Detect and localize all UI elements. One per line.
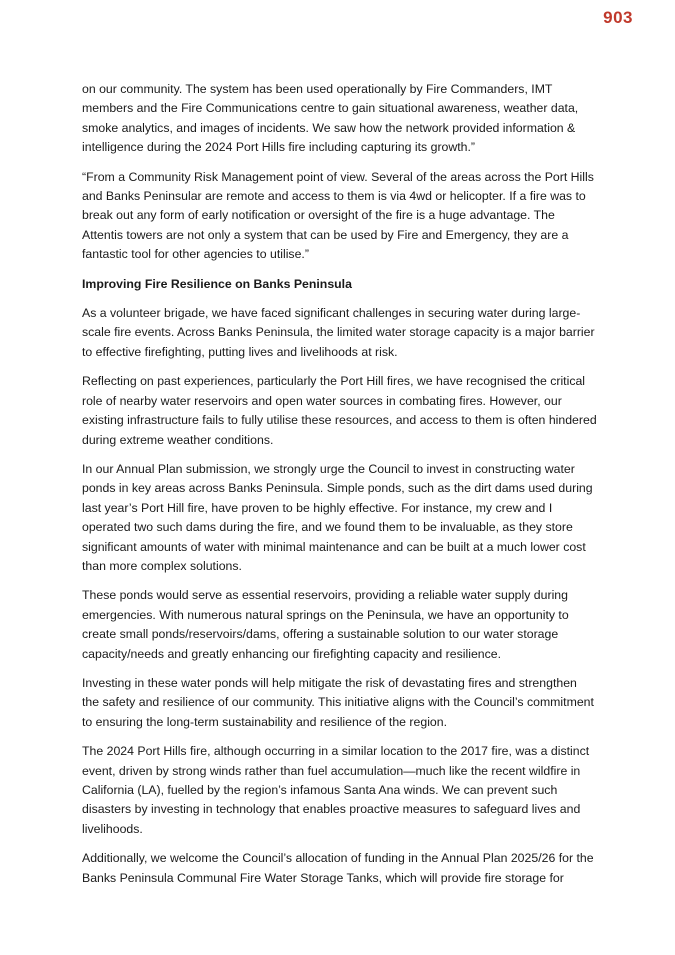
paragraph: The 2024 Port Hills fire, although occurring in a similar location to the 2017 fire, was a distinct event, driven by strong winds rather than fuel accumulation—much like the recent wildfire in California (LA), fuelled by the region’s infamous Santa Ana winds. We can prevent such disasters by investing in technology that enables proactive measures to safeguard lives and livelihoods.: [82, 744, 590, 836]
paragraph: In our Annual Plan submission, we strongly urge the Council to invest in constructing water ponds in key areas across Banks Peninsula. Simple ponds, such as the dirt dams used during last year’s Port Hill fire, have proven to be highly effective. For instance, my crew and I operated two such dams during the fire, and we found them to be invaluable, as they store significant amounts of water with minimal maintenance and can be built at a much lower cost than more complex solutions.: [82, 461, 593, 573]
paragraph-quote: “From a Community Risk Management point of view. Several of the areas across the Port Hills and Banks Peninsular are remote and access to them is via 4wd or helicopter. If a fire was to break out any form of early notification or oversight of the fire is a huge advantage. The Attentis towers are not only a system that can be used by Fire and Emergency, they are a fantastic tool for other agencies to utilise.”: [82, 169, 594, 262]
paragraph-continuation: on our community. The system has been used operationally by Fire Commanders, IMT members and the Fire Communications centre to gain situational awareness, weather data, smoke analytics, and images of incidents. We saw how the network provided information & intelligence during the 2024 Port Hills fire including capturing its growth.”: [82, 82, 579, 155]
paragraph: Investing in these water ponds will help mitigate the risk of devastating fires and strengthen the safety and resilience of our community. This initiative aligns with the Council’s commitment to ensuring the long-term sustainability and resilience of the region.: [82, 675, 594, 729]
paragraph: As a volunteer brigade, we have faced significant challenges in securing water during large-scale fire events. Across Banks Peninsula, the limited water storage capacity is a major barrier to effective firefighting, putting lives and livelihoods at risk.: [82, 306, 595, 359]
paragraph: Additionally, we welcome the Council’s allocation of funding in the Annual Plan 2025/26 for the Banks Peninsula Communal Fire Water Storage Tanks, which will provide fire storage for: [82, 851, 594, 885]
document-body: [82, 80, 597, 898]
paragraph: Reflecting on past experiences, particularly the Port Hill fires, we have recognised the critical role of nearby water reservoirs and open water sources in combating fires. However, our existing infrastructure fails to fully utilise these resources, and access to them is often hindered during extreme weather conditions.: [82, 374, 597, 447]
page-number: 903: [603, 8, 633, 27]
paragraph: These ponds would serve as essential reservoirs, providing a reliable water supply during emergencies. With numerous natural springs on the Peninsula, we have an opportunity to create small ponds/reservoirs/dams, offering a sustainable solution to our water storage capacity/needs and greatly enhancing our firefighting capacity and resilience.: [82, 588, 569, 661]
section-heading: Improving Fire Resilience on Banks Peninsula: [82, 276, 352, 291]
